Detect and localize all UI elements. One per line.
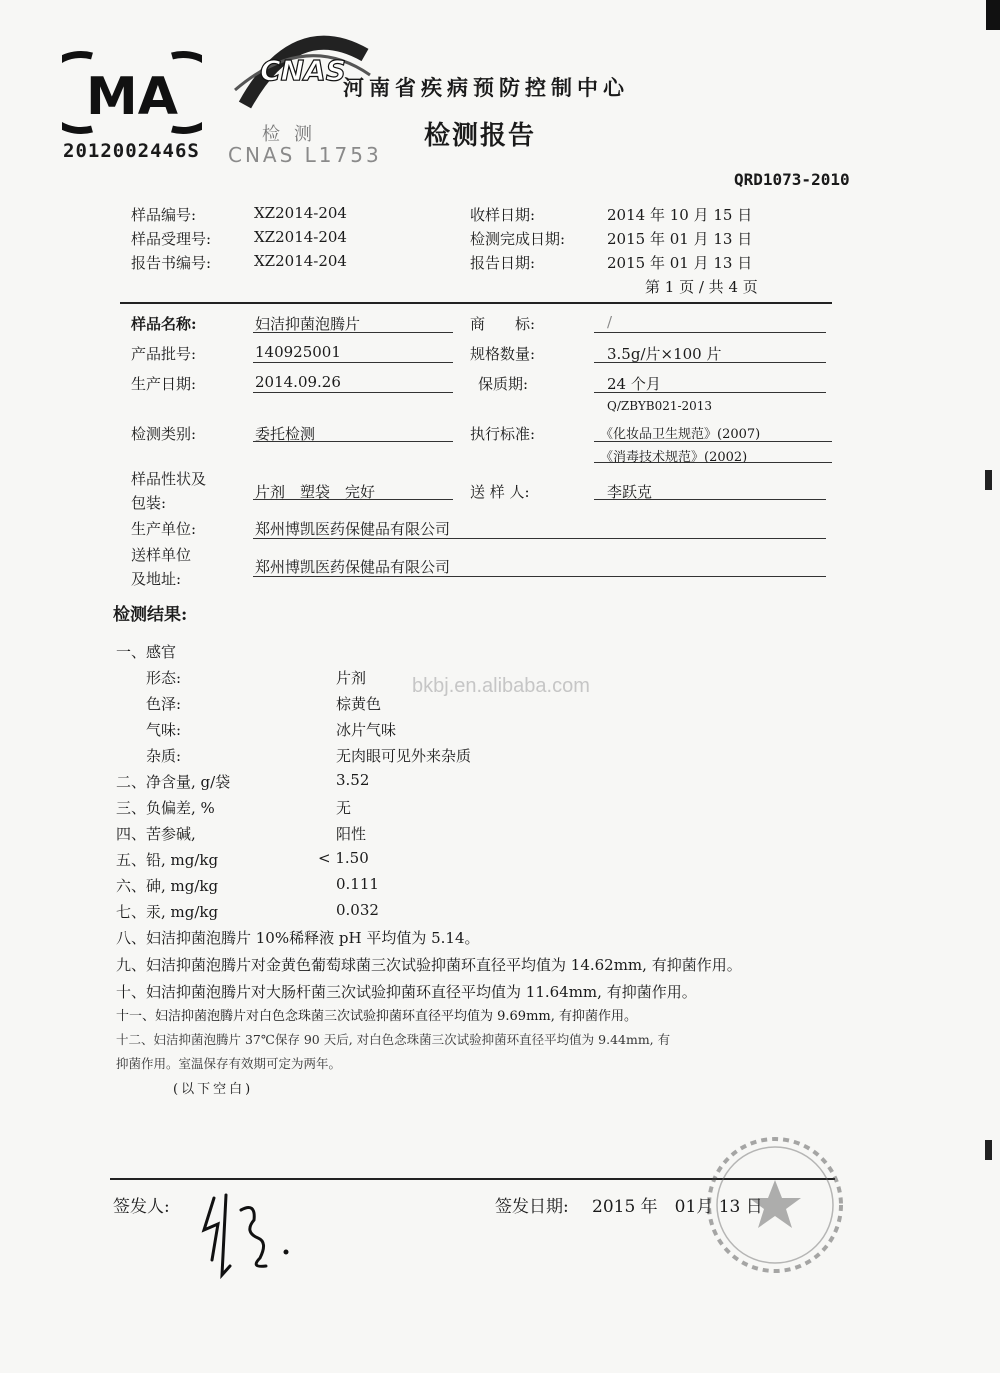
spec-value: 3.5g/片×100 片 — [607, 345, 722, 363]
scan-edge-mark — [985, 470, 992, 490]
result-line: 十二、妇洁抑菌泡腾片 37℃保存 90 天后, 对白色念珠菌三次试验抑菌环直径平均值为 9.44mm, 有 — [116, 1032, 671, 1047]
sensory-title: 一、感官 — [116, 643, 177, 661]
finish-date: 2015 年 01 月 13 日 — [607, 230, 753, 248]
result-value: 0.032 — [336, 901, 379, 919]
pack-label-line2: 包装: — [131, 494, 167, 512]
prod-date: 2014.09.26 — [255, 373, 341, 391]
field-underline — [594, 499, 826, 500]
field-underline — [253, 441, 453, 442]
producer-label: 生产单位: — [131, 520, 197, 538]
scan-edge-mark — [985, 1140, 992, 1160]
batch-value: 140925001 — [255, 343, 341, 361]
blank-note: (以下空白) — [173, 1082, 254, 1097]
sign-date: 2015 年 01月 13 日 — [592, 1197, 763, 1217]
sender-value: 李跃克 — [607, 483, 653, 501]
sensory-label: 形态: — [146, 669, 182, 687]
results-title: 检测结果: — [113, 605, 188, 625]
report-title: 检测报告 — [424, 121, 537, 151]
page-info: 第 1 页 / 共 4 页 — [645, 278, 758, 296]
result-value: 阳性 — [336, 825, 367, 843]
field-underline — [594, 392, 826, 393]
field-underline — [253, 538, 826, 539]
cma-logo — [62, 50, 202, 135]
standard-2: 《化妆品卫生规范》(2007) — [600, 427, 761, 442]
sample-no-label: 样品编号: — [131, 206, 197, 224]
result-line: 八、妇洁抑菌泡腾片 10%稀释液 pH 平均值为 5.14。 — [116, 929, 480, 947]
result-label: 三、负偏差, % — [116, 799, 215, 817]
report-no: XZ2014-204 — [254, 252, 347, 270]
sensory-value: 棕黄色 — [336, 695, 382, 713]
prod-date-label: 生产日期: — [131, 375, 197, 393]
field-underline — [253, 499, 453, 500]
standard-3: 《消毒技术规范》(2002) — [600, 450, 748, 465]
spec-label: 规格数量: — [470, 345, 536, 363]
send-unit-label-line2: 及地址: — [131, 570, 182, 588]
field-underline — [253, 576, 826, 577]
sensory-value: 片剂 — [336, 669, 367, 687]
brand-value: / — [607, 313, 613, 331]
sample-name: 妇洁抑菌泡腾片 — [255, 315, 361, 333]
sample-name-label: 样品名称: — [131, 315, 197, 333]
official-seal — [700, 1130, 850, 1280]
send-unit-label-line1: 送样单位 — [131, 546, 192, 564]
receive-date-label: 收样日期: — [470, 206, 536, 224]
signature — [186, 1180, 306, 1285]
field-underline — [594, 462, 832, 463]
sensory-value: 无肉眼可见外来杂质 — [336, 747, 472, 765]
pack-label-line1: 样品性状及 — [131, 470, 207, 488]
pack-value: 片剂 塑袋 完好 — [255, 483, 376, 501]
report-date: 2015 年 01 月 13 日 — [607, 254, 753, 272]
sensory-label: 杂质: — [146, 747, 182, 765]
scan-edge-mark — [986, 0, 1000, 30]
field-underline — [594, 441, 832, 442]
header-divider — [120, 302, 832, 304]
result-label: 二、净含量, g/袋 — [116, 773, 231, 791]
result-label: 五、铅, mg/kg — [116, 851, 219, 869]
sample-no: XZ2014-204 — [254, 204, 347, 222]
form-code: QRD1073-2010 — [734, 170, 850, 189]
field-underline — [253, 362, 453, 363]
cma-code: 2012002446S — [63, 140, 200, 162]
signer-label: 签发人: — [113, 1197, 170, 1217]
result-line: 九、妇洁抑菌泡腾片对金黄色葡萄球菌三次试验抑菌环直径平均值为 14.62mm, 有抑菌作用。 — [116, 956, 742, 974]
cnas-caption: 检测 — [262, 124, 326, 145]
field-underline — [253, 332, 453, 333]
shelf-label: 保质期: — [478, 375, 529, 393]
result-value: < 1.50 — [318, 849, 369, 867]
sensory-value: 冰片气味 — [336, 721, 397, 739]
sign-date-label: 签发日期: — [495, 1197, 569, 1217]
field-underline — [594, 362, 826, 363]
report-no-label: 报告书编号: — [131, 254, 212, 272]
accept-no: XZ2014-204 — [254, 228, 347, 246]
producer-value: 郑州博凯医药保健品有限公司 — [255, 520, 451, 538]
accept-no-label: 样品受理号: — [131, 230, 212, 248]
result-value: 0.111 — [336, 875, 379, 893]
sender-label: 送 样 人: — [470, 483, 530, 501]
result-line: 抑菌作用。室温保存有效期可定为两年。 — [116, 1056, 342, 1071]
cma-logo-text: MA — [86, 67, 178, 127]
cnas-accreditation-no: CNAS L1753 — [228, 143, 382, 167]
organization-name: 河南省疾病预防控制中心 — [343, 76, 629, 100]
standard-label: 执行标准: — [470, 425, 536, 443]
finish-date-label: 检测完成日期: — [470, 230, 566, 248]
send-unit-value: 郑州博凯医药保健品有限公司 — [255, 558, 451, 576]
field-underline — [594, 332, 826, 333]
sensory-label: 色泽: — [146, 695, 182, 713]
report-date-label: 报告日期: — [470, 254, 536, 272]
brand-label: 商 标: — [470, 315, 536, 333]
standard-1: Q/ZBYB021-2013 — [607, 399, 713, 413]
test-type: 委托检测 — [255, 425, 316, 443]
watermark: bkbj.en.alibaba.com — [412, 675, 590, 697]
result-label: 四、苦参碱, — [116, 825, 196, 843]
result-label: 六、砷, mg/kg — [116, 877, 219, 895]
field-underline — [253, 392, 453, 393]
cnas-logo-text: CNAS — [260, 54, 346, 87]
test-type-label: 检测类别: — [131, 425, 197, 443]
sensory-label: 气味: — [146, 721, 182, 739]
result-value: 3.52 — [336, 771, 370, 789]
batch-label: 产品批号: — [131, 345, 197, 363]
result-line: 十一、妇洁抑菌泡腾片对白色念珠菌三次试验抑菌环直径平均值为 9.69mm, 有抑菌作用。 — [116, 1009, 637, 1024]
result-value: 无 — [336, 799, 352, 817]
receive-date: 2014 年 10 月 15 日 — [607, 206, 753, 224]
result-label: 七、汞, mg/kg — [116, 903, 219, 921]
shelf-value: 24 个月 — [607, 375, 661, 393]
result-line: 十、妇洁抑菌泡腾片对大肠杆菌三次试验抑菌环直径平均值为 11.64mm, 有抑菌作用。 — [116, 983, 697, 1001]
